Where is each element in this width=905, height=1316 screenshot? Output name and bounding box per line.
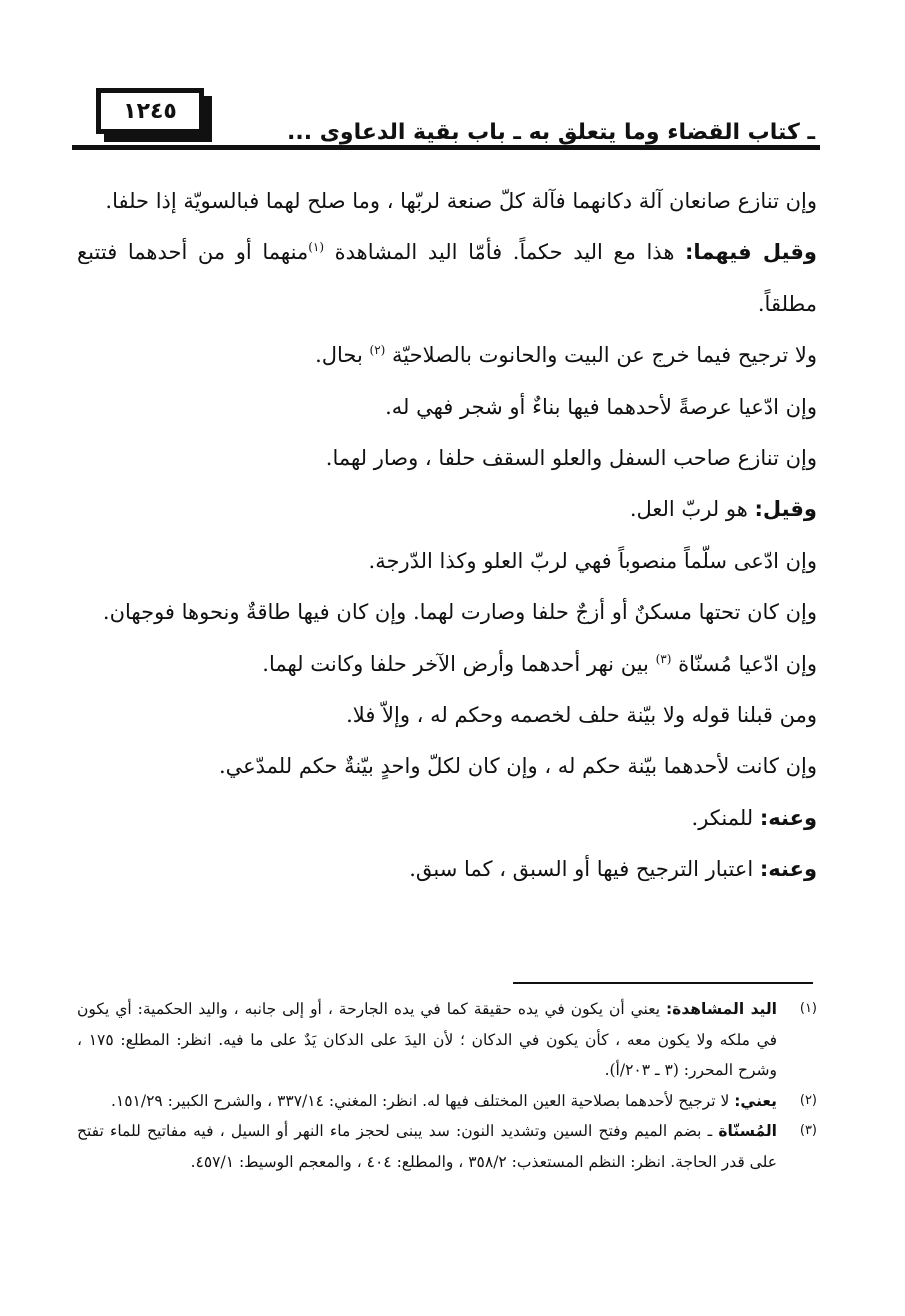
paragraph-lead: وقيل فيهما: [685,240,817,265]
paragraph [77,741,817,792]
paragraph-text: ومن قبلنا قوله ولا بيّنة حلف لخصمه وحكم له ، وإلاّ فلا. [346,703,817,728]
footnote-ref: (١) [308,240,325,255]
header-rule [72,145,820,150]
paragraph [77,587,817,638]
paragraph [77,536,817,587]
paragraph-lead: وعنه: [759,857,817,882]
paragraph-text: وإن تنازع صانعان آلة دكانهما فآلة كلّ صنعة لربّها ، وما صلح لهما فبالسويّة إذا حلفا. [105,189,817,213]
paragraph [77,793,817,844]
paragraph-text: وإن ادّعى سلّماً منصوباً فهي لربّ العلو وكذا الدّرجة. [368,548,817,573]
footnote-rule [513,982,813,984]
paragraph-text: منهما أو من أحدهما فتتبع مطلقاً. [77,240,817,316]
footnote-ref: (٣) [655,651,672,666]
footnote-ref: (٢) [369,343,386,358]
footnote-number: (١) [799,1001,817,1016]
footnote-lead: اليد المشاهدة: [665,1000,777,1018]
footnote-number: (٢) [799,1092,817,1108]
paragraph [77,176,817,227]
paragraph-text: وإن تنازع صاحب السفل والعلو السقف حلفا ، وصار لهما. [325,446,817,471]
footnote [77,1086,817,1117]
footnote-lead: يعني: [734,1091,777,1110]
paragraph [77,433,817,484]
paragraph [77,382,817,433]
paragraph-text: بين نهر أحدهما وأرض الآخر حلفا وكانت لهما. [262,651,656,676]
paragraph [77,484,817,535]
paragraph-lead: وعنه: [759,805,817,830]
paragraph-text: وإن ادّعيا مُسنّاة [678,651,817,676]
paragraph-text: وإن كانت لأحدهما بيّنة حكم له ، وإن كان لكلّ واحدٍ بيّنةٌ حكم للمدّعي. [218,754,817,779]
main-text [77,176,817,896]
paragraph [77,639,817,690]
paragraph [77,227,817,330]
running-header: ـ كتاب القضاء وما يتعلق به ـ باب بقية الدعاوى ... [287,120,815,145]
paragraph-text: هذا مع اليد حكماً. فأمّا اليد المشاهدة [334,240,686,265]
footnote-text [77,1086,777,1117]
footnotes [77,994,817,1177]
footnote [77,1116,817,1177]
paragraph-text: وإن كان تحتها مسكنٌ أو أزجٌ حلفا وصارت لهما. وإن كان فيها طاقةٌ ونحوها فوجهان. [102,600,817,625]
footnote-body: ـ بضم الميم وفتح السين وتشديد النون: سد يبنى لحجز ماء النهر أو السيل ، فيه مفاتيح للماء تفتح على قدر الحاجة. انظر: النظم المستعذب: ٣٥٨/٢ ، والمطلع: ٤٠٤ ، والمعجم الوسيط: ٤٥٧/١. [77,1122,777,1171]
paragraph-lead: وقيل: [754,497,817,522]
paragraph-text: هو لربّ العل. [629,497,755,522]
footnote-text [77,1116,777,1177]
paragraph-text: ولا ترجيح فيما خرج عن البيت والحانوت بالصلاحيّة [392,343,817,368]
footnote-body: يعني أن يكون في يده حقيقة كما في يده الجارحة ، أو إلى جانبه ، واليد الحكمية: أي يكون في ملكه ولا يكون معه ، كأن يكون في الدكان ؛ لأن اليدَ على الدكان يَدٌ على ما فيه. انظر: المطلع: ١٧٥ ، وشرح المحرر: (٣ ـ ٢٠٣/أ). [77,1000,777,1079]
paragraph [77,330,817,381]
footnote-body: لا ترجيح لأحدهما بصلاحية العين المختلف فيها له. انظر: المغني: ٣٣٧/١٤ ، والشرح الكبير: ١٥١/٢٩. [110,1091,735,1110]
paragraph-text: للمنكر. [691,805,760,830]
paragraph-text: وإن ادّعيا عرصةً لأحدهما فيها بناءٌ أو شجر فهي له. [385,394,817,419]
paragraph-text: بحال. [315,343,370,368]
page-number: ١٢٤٥ [96,88,204,134]
footnote-text [77,994,777,1086]
paragraph [77,690,817,741]
footnote-number: (٣) [799,1123,817,1138]
footnote [77,994,817,1086]
paragraph-text: اعتبار الترجيح فيها أو السبق ، كما سبق. [409,857,760,882]
footnote-lead: المُسنّاة [718,1122,777,1140]
paragraph [77,844,817,895]
